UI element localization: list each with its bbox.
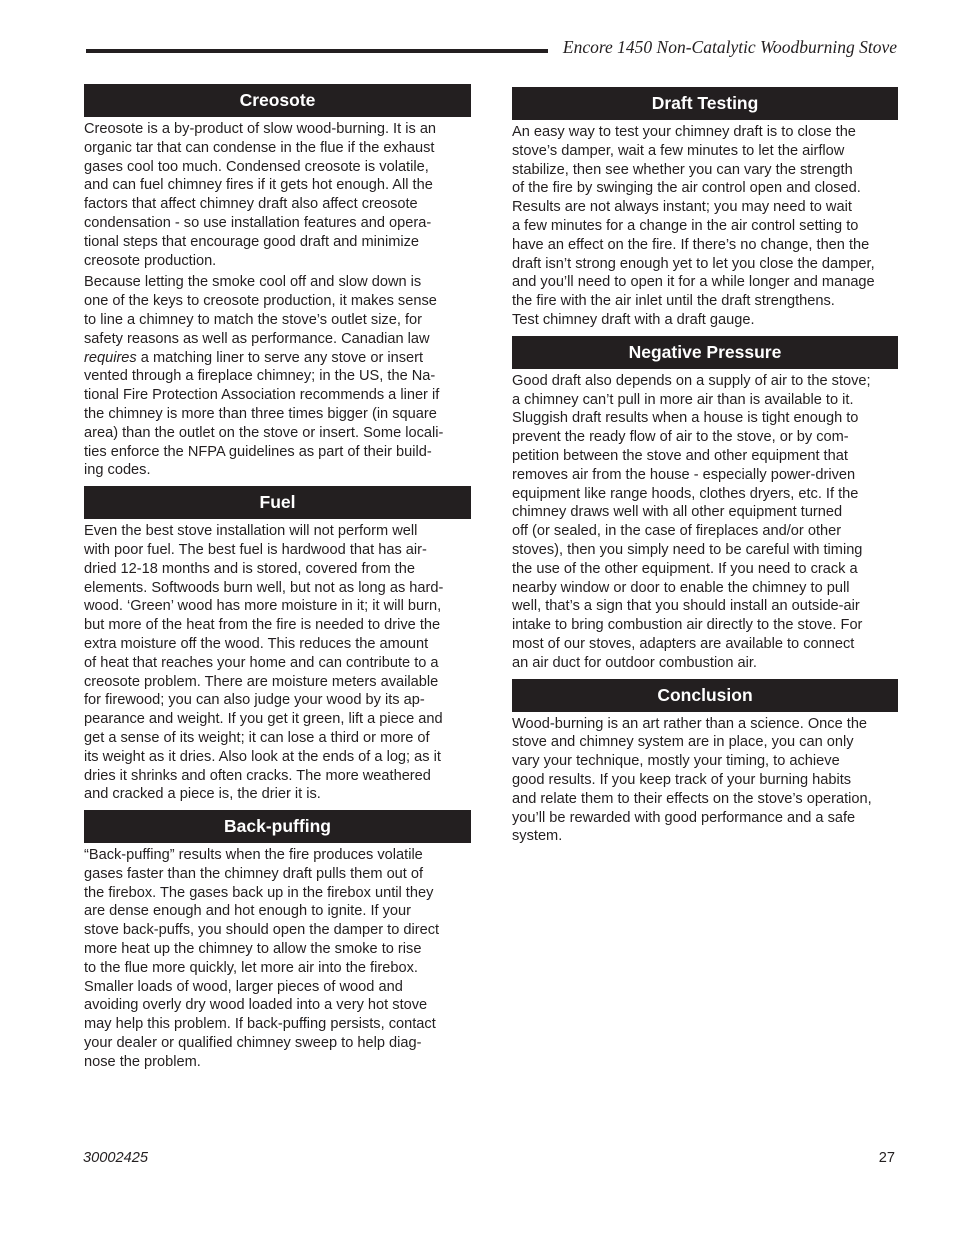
- text-line: stabilize, then see whether you can vary the strength: [512, 161, 853, 178]
- text-line: stove and chimney system are in place, you can only: [512, 734, 854, 751]
- text-line: of the fire by swinging the air control open and closed.: [512, 180, 861, 197]
- text-line: the firebox. The gases back up in the firebox until they: [84, 884, 434, 901]
- text-line: avoiding overly dry wood loaded into a very hot stove: [84, 997, 428, 1014]
- emphasis: requires: [84, 349, 137, 366]
- text-line: Wood-burning is an art rather than a science. Once the: [512, 715, 868, 732]
- text-line: Good draft also depends on a supply of air to the stove;: [512, 372, 871, 389]
- text-line: elements. Softwoods burn well, but not as long as hard-: [84, 579, 444, 596]
- text-line: Because letting the smoke cool off and slow down is: [84, 274, 422, 291]
- text-line: the chimney is more than three times bigger (in square: [84, 405, 437, 422]
- text-line: one of the keys to creosote production, it makes sense: [84, 293, 437, 310]
- text-line: extra moisture off the wood. This reduces the amount: [84, 635, 429, 652]
- text-line: factors that affect chimney draft also affect creosote: [84, 196, 418, 213]
- text-line: stove’s damper, wait a few minutes to let the airflow: [512, 142, 845, 159]
- page-number: 27: [878, 1150, 895, 1166]
- text-line: the use of the other equipment. If you need to crack a: [512, 560, 858, 577]
- page-header-title: Encore 1450 Non-Catalytic Woodburning Stove: [562, 37, 897, 57]
- text-line: for firewood; you can also judge your wood by its ap-: [84, 692, 425, 709]
- text-line: Test chimney draft with a draft gauge.: [512, 311, 755, 328]
- text-line: good results. If you keep track of your burning habits: [512, 771, 852, 788]
- text-line: nearby window or door to enable the chimney to pull: [512, 579, 850, 596]
- text-line: prevent the ready flow of air to the stove, or by com-: [512, 429, 849, 446]
- text-line: pearance and weight. If you get it green, lift a piece and: [84, 711, 443, 728]
- text-line: creosote production.: [84, 252, 217, 269]
- text-line: Sluggish draft results when a house is tight enough to: [512, 410, 859, 427]
- text-line: stoves), then you simply need to be careful with timing: [512, 541, 863, 558]
- paragraph: [512, 715, 898, 847]
- text-line: gases cool too much. Condensed creosote is volatile,: [84, 158, 429, 175]
- text-line: area) than the outlet on the stove or insert. Some locali-: [84, 424, 444, 441]
- text-line: of heat that reaches your home and can contribute to a: [84, 654, 439, 671]
- paragraph: [84, 846, 471, 1072]
- section-conclusion: [512, 679, 898, 847]
- text-line: more heat up the chimney to allow the smoke to rise: [84, 941, 422, 958]
- text-line: and relate them to their effects on the stove’s operation,: [512, 790, 872, 807]
- text-line: ties enforce the NFPA guidelines as part of their build-: [84, 443, 432, 460]
- header-rule: [86, 49, 548, 53]
- text-line: removes air from the house - especially power-driven: [512, 466, 856, 483]
- right-column: [512, 87, 898, 846]
- section-heading-fuel: Fuel: [84, 486, 471, 519]
- text-line: vented through a fireplace chimney; in the US, the Na-: [84, 368, 436, 385]
- text-line: Smaller loads of wood, larger pieces of wood and: [84, 978, 403, 995]
- text-line: to line a chimney to match the stove’s outlet size, for: [84, 311, 422, 328]
- text-line: wood. ‘Green’ wood has more moisture in it; it will burn,: [84, 598, 442, 615]
- text-line: a few minutes for a change in the air control setting to: [512, 217, 859, 234]
- text-line: tional steps that encourage good draft and minimize: [84, 233, 420, 250]
- section-heading-draft-testing: Draft Testing: [512, 87, 898, 120]
- section-creosote: [84, 84, 471, 480]
- text-line: vary your technique, mostly your timing, to achieve: [512, 753, 840, 770]
- text-line: creosote problem. There are moisture meters available: [84, 673, 439, 690]
- text-line: Even the best stove installation will not perform well: [84, 523, 418, 540]
- left-column: [84, 84, 471, 1072]
- text-line: and can fuel chimney fires if it gets hot enough. All the: [84, 177, 433, 194]
- paragraph: [84, 273, 471, 480]
- section-draft-testing: [512, 87, 898, 330]
- text-line: An easy way to test your chimney draft is to close the: [512, 124, 856, 140]
- text-line: petition between the stove and other equipment that: [512, 447, 848, 464]
- text-line: system.: [512, 828, 563, 845]
- text-line: gases faster than the chimney draft pulls them out of: [84, 865, 424, 882]
- text-line: safety reasons as well as performance. Canadian law: [84, 330, 430, 347]
- paragraph: [512, 372, 898, 673]
- text-line: dried 12-18 months and is stored, covered from the: [84, 560, 415, 577]
- text-line: chimney draws well with all other equipment turned: [512, 504, 843, 521]
- text-line: may help this problem. If back-puffing persists, contact: [84, 1016, 436, 1033]
- text-line: most of our stoves, adapters are available to connect: [512, 635, 855, 652]
- text-line: equipment like range hoods, clothes dryers, etc. If the: [512, 485, 859, 502]
- paragraph: [84, 120, 471, 270]
- text-line: are dense enough and hot enough to ignite. If your: [84, 903, 411, 920]
- text-line: Results are not always instant; you may need to wait: [512, 199, 852, 216]
- text-line: intake to bring combustion air directly to the stove. For: [512, 617, 863, 634]
- text-line: have an effect on the fire. If there’s no change, then the: [512, 236, 870, 253]
- document-number: 30002425: [83, 1150, 148, 1166]
- text-line: with poor fuel. The best fuel is hardwood that has air-: [84, 541, 427, 558]
- paragraph: [84, 522, 471, 804]
- text-line: you’ll be rewarded with good performance and a safe: [512, 809, 856, 826]
- text-line: tional Fire Protection Association recommends a liner if: [84, 387, 440, 404]
- paragraph: [512, 123, 898, 330]
- text-line: get a sense of its weight; it can lose a third or more of: [84, 729, 430, 746]
- text-line: well, that’s a sign that you should install an outside-air: [512, 598, 860, 615]
- section-back-puffing: [84, 810, 471, 1072]
- text-line: draft isn’t strong enough yet to let you close the damper,: [512, 255, 875, 272]
- text-line: to the flue more quickly, let more air into the firebox.: [84, 959, 418, 976]
- text-line: Creosote is a by-product of slow wood-burning. It is an: [84, 121, 437, 137]
- text-line: requires a matching liner to serve any stove or insert: [84, 349, 424, 366]
- text-line: the fire with the air inlet until the draft strengthens.: [512, 293, 835, 310]
- text-line: “Back-puffing” results when the fire produces volatile: [84, 847, 423, 864]
- text-line: ing codes.: [84, 462, 151, 479]
- section-negative-pressure: [512, 336, 898, 673]
- text-line: but more of the heat from the fire is needed to drive the: [84, 617, 441, 634]
- text-line: condensation - so use installation features and opera-: [84, 214, 432, 231]
- section-fuel: [84, 486, 471, 804]
- section-heading-conclusion: Conclusion: [512, 679, 898, 712]
- text-line: off (or sealed, in the case of fireplaces and/or other: [512, 523, 842, 540]
- text-line: nose the problem.: [84, 1053, 201, 1070]
- section-heading-creosote: Creosote: [84, 84, 471, 117]
- text-line: dries it shrinks and often cracks. The more weathered: [84, 767, 431, 784]
- text-line: organic tar that can condense in the flue if the exhaust: [84, 139, 435, 156]
- text-line: your dealer or qualified chimney sweep to help diag-: [84, 1035, 422, 1052]
- text-line: stove back-puffs, you should open the damper to direct: [84, 922, 440, 939]
- section-heading-negative-pressure: Negative Pressure: [512, 336, 898, 369]
- text-line: an air duct for outdoor combustion air.: [512, 654, 757, 671]
- section-heading-back-puffing: Back-puffing: [84, 810, 471, 843]
- text-line: and you’ll need to open it for a while longer and manage: [512, 274, 875, 291]
- text-line: and cracked a piece is, the drier it is.: [84, 786, 321, 803]
- text-line: a chimney can’t pull in more air than is available to it.: [512, 391, 854, 408]
- text-line: its weight as it dries. Also look at the ends of a log; as it: [84, 748, 441, 765]
